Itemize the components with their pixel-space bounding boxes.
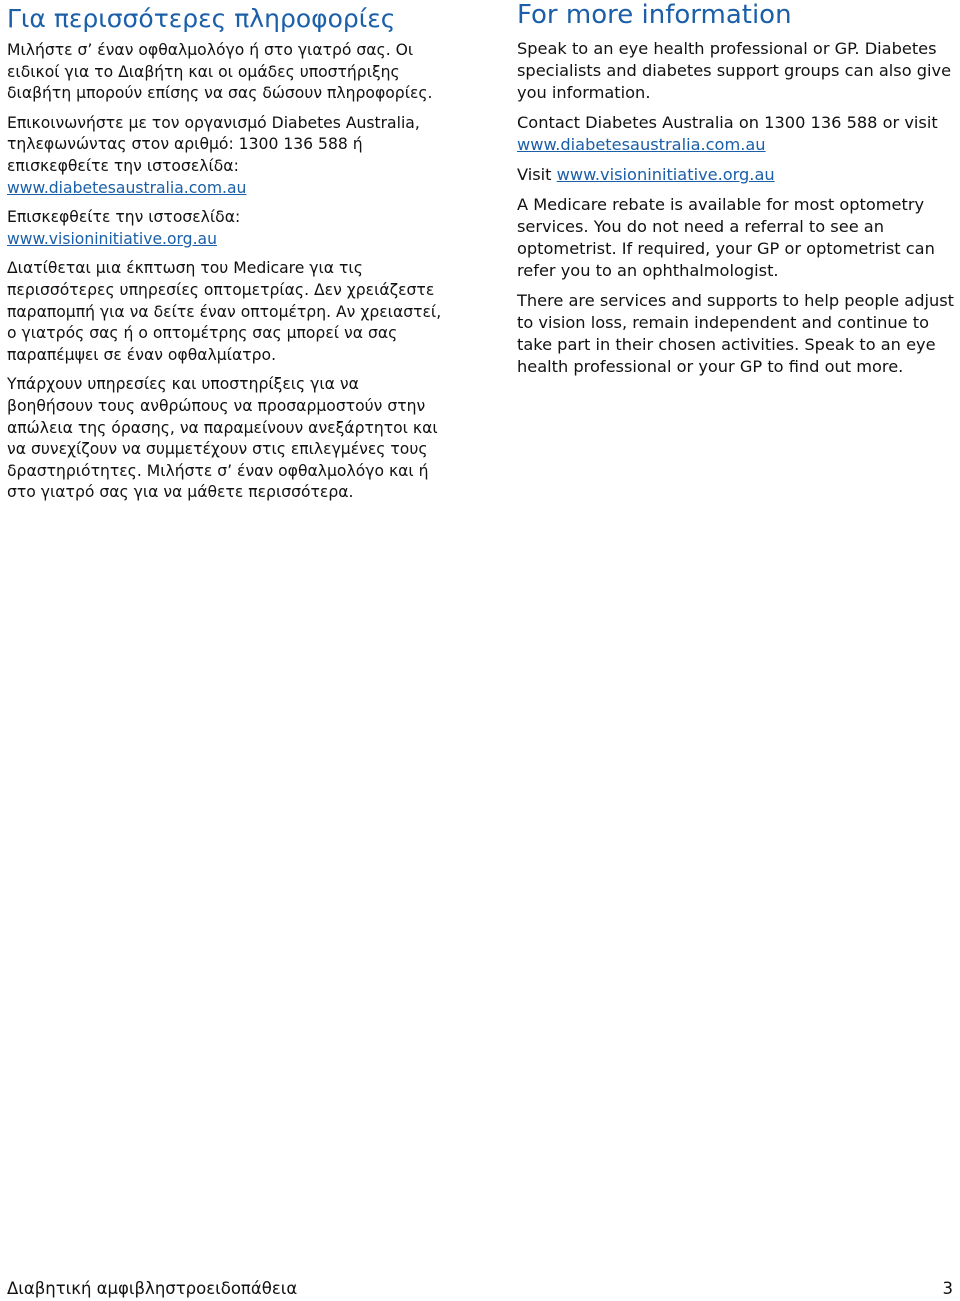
greek-column	[7, 0, 447, 512]
english-paragraph-diabetes-australia	[517, 112, 955, 156]
english-vision-initiative-link[interactable]: www.visioninitiative.org.au	[556, 165, 775, 184]
english-diabetes-australia-text: Contact Diabetes Australia on 1300 136 588 or visit	[517, 113, 938, 132]
greek-vision-initiative-text: Επισκεφθείτε την ιστοσελίδα:	[7, 208, 241, 227]
greek-vision-initiative-link[interactable]: www.visioninitiative.org.au	[7, 229, 217, 248]
english-diabetes-australia-link[interactable]: www.diabetesaustralia.com.au	[517, 135, 766, 154]
greek-diabetes-australia-link[interactable]: www.diabetesaustralia.com.au	[7, 178, 247, 197]
footer-page-number: 3	[942, 1279, 953, 1298]
greek-paragraph-medicare: Διατίθεται μια έκπτωση του Medicare για τις περισσότερες υπηρεσίες οπτομετρίας. Δεν χρειάζεστε παραπομπή για να δείτε έναν οπτομέτρη. Αν χρειαστεί, ο γιατρός σας ή ο οπτομέτρης σας μπορεί να σας παραπέμψει σε έναν οφθαλμίατρο.	[7, 259, 442, 364]
greek-paragraph-services: Υπάρχουν υπηρεσίες και υποστηρίξεις για να βοηθήσουν τους ανθρώπους να προσαρμοστούν στην απώλεια της όρασης, να παραμείνουν ανεξάρτητοι και να συνεχίζουν να συμμετέχουν στις επιλεγμένες τους δραστηριότητες. Μιλήστε σ’ έναν οφθαλμολόγο και ή στο γιατρό σας για να μάθετε περισσότερα.	[7, 375, 438, 502]
greek-diabetes-australia-text: Επικοινωνήστε με τον οργανισμό Diabetes Australia, τηλεφωνώντας στον αριθμό: 1300 136 588 ή επισκεφθείτε την ιστοσελίδα:	[7, 113, 420, 175]
greek-paragraph-diabetes-australia	[7, 113, 447, 199]
greek-paragraph-vision-initiative	[7, 207, 447, 250]
greek-heading: Για περισσότερες πληροφορίες	[7, 4, 396, 33]
english-paragraph-services: There are services and supports to help people adjust to vision loss, remain independent and continue to take part in their chosen activities. Speak to an eye health professional or your GP to find out more.	[517, 291, 955, 376]
english-paragraph-medicare: A Medicare rebate is available for most optometry services. You do not need a referral to see an optometrist. If required, your GP or optometrist can refer you to an ophthalmologist.	[517, 195, 935, 280]
english-heading: For more information	[517, 0, 792, 30]
greek-paragraph-contact-professional: Μιλήστε σ’ έναν οφθαλμολόγο ή στο γιατρό σας. Οι ειδικοί για το Διαβήτη και οι ομάδες υποστήριξης διαβήτη μπορούν επίσης να σας δώσουν πληροφορίες.	[7, 41, 433, 103]
english-paragraph-vision-initiative	[517, 164, 955, 186]
english-paragraph-contact-professional: Speak to an eye health professional or GP. Diabetes specialists and diabetes support groups can also give you information.	[517, 39, 952, 102]
footer-document-title: Διαβητική αμφιβληστροειδοπάθεια	[7, 1279, 298, 1298]
english-vision-initiative-text: Visit	[517, 165, 552, 184]
english-column	[517, 0, 955, 386]
